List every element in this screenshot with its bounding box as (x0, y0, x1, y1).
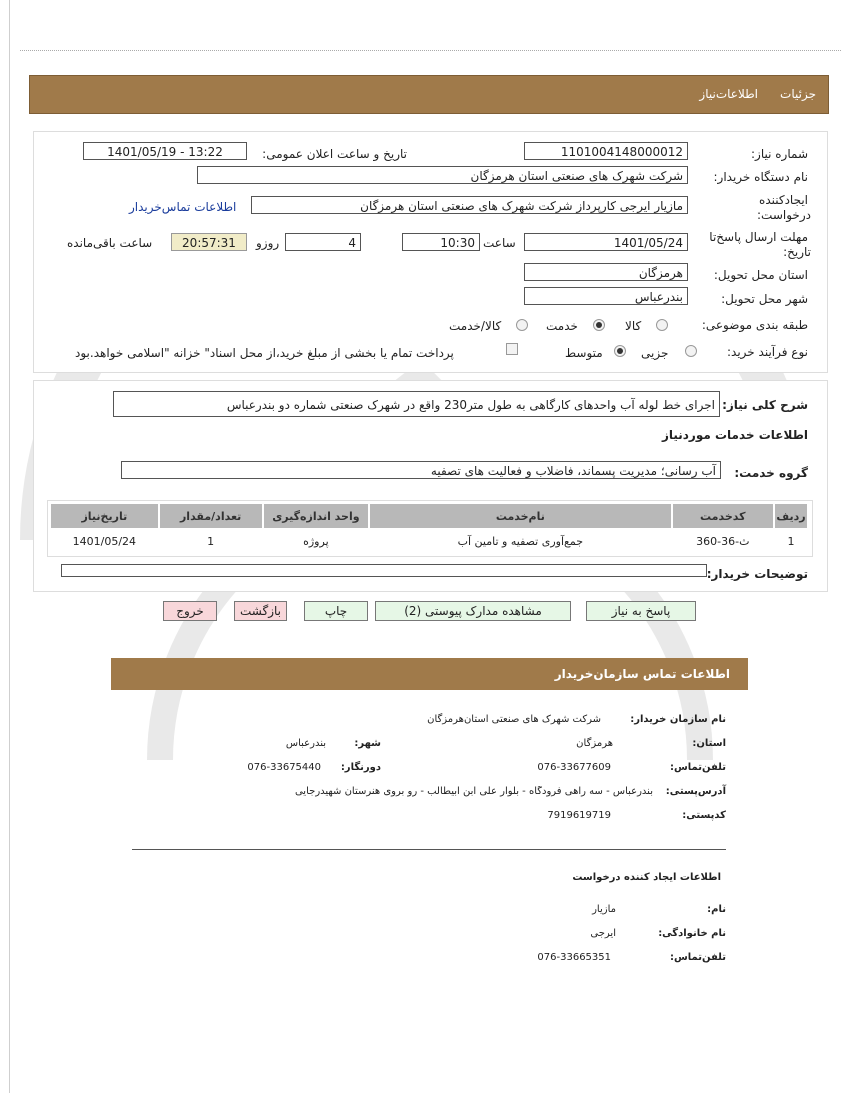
payment-checkbox[interactable] (506, 343, 518, 355)
reply-button[interactable]: پاسخ به نیاز (586, 601, 696, 621)
buyer-field: شرکت شهرک های صنعتی استان هرمزگان (197, 166, 688, 184)
top-divider (20, 50, 841, 51)
days-field: 4 (285, 233, 361, 251)
category-goods-service-radio[interactable] (516, 319, 528, 331)
category-goods-radio[interactable] (656, 319, 668, 331)
contact-postal-value: 7919619719 (547, 810, 611, 821)
deadline-time-field: 10:30 (402, 233, 480, 251)
contact-phone-label: تلفن‌تماس: (669, 762, 726, 773)
page-header (29, 75, 829, 114)
cell-need-date: 1401/05/24 (72, 534, 137, 548)
days-label: روزو (256, 236, 280, 250)
contact-title: اطلاعات تماس سازمان‌خریدار (554, 667, 730, 681)
need-number-label: شماره نیاز: (751, 147, 808, 161)
city-label: شهر محل تحویل: (721, 292, 808, 306)
deadline-label-1: مهلت ارسال پاسخ‌تا (709, 230, 808, 244)
service-table (49, 502, 809, 552)
org-label: نام سازمان خریدار: (630, 714, 726, 725)
col-unit: واحد اندازه‌گیری (263, 503, 370, 529)
contact-header (111, 658, 748, 690)
print-button[interactable]: چاپ (304, 601, 368, 621)
col-need-date: تاریخ‌نیاز (50, 503, 159, 529)
remaining-label: ساعت باقی‌مانده (67, 236, 153, 250)
buyer-notes-field (61, 564, 707, 577)
contact-fax-label: دورنگار: (340, 762, 381, 773)
cell-service-code: ث-36-360 (696, 534, 750, 548)
cell-service-name: جمع‌آوری تصفیه و تامین آب (457, 534, 584, 548)
col-service-name: نام‌خدمت (369, 503, 671, 529)
creator-name-value: مازیار (592, 904, 616, 915)
creator-label-2: درخواست: (757, 208, 811, 222)
province-field: هرمزگان (524, 263, 688, 281)
creator-name-label: نام: (707, 904, 726, 915)
summary-label: شرح کلی نیاز: (722, 398, 808, 412)
deadline-date-field: 1401/05/24 (524, 233, 688, 251)
process-partial-label: جزیی (641, 346, 669, 360)
remaining-time-field: 20:57:31 (171, 233, 247, 251)
cell-quantity: 1 (207, 534, 215, 548)
process-medium-label: متوسط (565, 346, 603, 360)
contact-address-label: آدرس‌پستی: (665, 786, 726, 797)
category-service-label: خدمت (546, 319, 578, 333)
exit-button[interactable]: خروج (163, 601, 217, 621)
buyer-contact-link[interactable]: اطلاعات تماس‌خریدار (129, 200, 237, 214)
table-header-row (50, 503, 808, 529)
creator-label-1: ایجادکننده (759, 193, 808, 207)
category-label: طبقه بندی موضوعی: (701, 318, 808, 332)
org-value: شرکت شهرک های صنعتی استان‌هرمزگان (427, 714, 601, 725)
creator-family-label: نام خانوادگی: (658, 928, 726, 939)
creator-phone-value: 076-33665351 (537, 952, 611, 963)
province-label: استان محل تحویل: (713, 268, 808, 282)
cell-row: 1 (787, 534, 795, 548)
time-label: ساعت (483, 236, 516, 250)
creator-family-value: ایرجی (590, 928, 616, 939)
col-row: ردیف (774, 503, 808, 529)
summary-field: اجرای خط لوله آب واحدهای کارگاهی به طول متر230 واقع در شهرک صنعتی شماره دو بندرعباس (113, 391, 720, 417)
deadline-label-2: تاریخ: (783, 245, 811, 259)
process-partial-radio[interactable] (685, 345, 697, 357)
process-label: نوع فرآیند خرید: (727, 345, 808, 359)
creator-phone-label: تلفن‌تماس: (669, 952, 726, 963)
contact-province-value: هرمزگان (576, 738, 613, 749)
creator-info-title: اطلاعات ایجاد کننده درخواست (572, 872, 721, 883)
table-row (50, 529, 808, 552)
tab-details[interactable]: جزئيات (780, 87, 816, 101)
contact-divider (132, 849, 726, 850)
services-title: اطلاعات خدمات موردنیاز (661, 428, 808, 442)
announce-label: تاریخ و ساعت اعلان عمومی: (262, 147, 407, 161)
creator-field: مازیار ایرجی کارپرداز شرکت شهرک های صنعتی استان هرمزگان (251, 196, 688, 214)
attachments-button[interactable]: مشاهده مدارک پیوستی (2) (375, 601, 571, 621)
category-goods-service-label: کالا/خدمت (449, 319, 502, 333)
buyer-label: نام دستگاه خریدار: (713, 170, 808, 184)
city-field: بندرعباس (524, 287, 688, 305)
process-medium-radio[interactable] (614, 345, 626, 357)
back-button[interactable]: بازگشت (234, 601, 287, 621)
col-quantity: تعداد/مقدار (159, 503, 263, 529)
buyer-notes-label: توضیحات خریدار: (706, 567, 808, 581)
col-service-code: کدخدمت (672, 503, 775, 529)
tab-need-info[interactable]: اطلاعات‌نیاز (699, 87, 758, 101)
contact-city-label: شهر: (354, 738, 381, 749)
announce-field: 1401/05/19 - 13:22 (83, 142, 247, 160)
left-border (9, 0, 10, 1093)
contact-city-value: بندرعباس (285, 738, 326, 749)
contact-phone-value: 076-33677609 (537, 762, 611, 773)
category-service-radio[interactable] (593, 319, 605, 331)
contact-address-value: بندرعباس - سه راهی فرودگاه - بلوار علی ابن ابیطالب - رو بروی هنرستان شهیدرجایی (294, 786, 653, 797)
category-goods-label: کالا (625, 319, 642, 333)
contact-fax-value: 076-33675440 (247, 762, 321, 773)
contact-postal-label: کدپستی: (682, 810, 726, 821)
service-group-field: آب رسانی؛ مدیریت پسماند، فاضلاب و فعالیت های تصفیه (121, 461, 721, 479)
service-group-label: گروه خدمت: (734, 466, 808, 480)
need-number-field: 1101004148000012 (524, 142, 688, 160)
contact-province-label: استان: (692, 738, 726, 749)
cell-unit: پروژه (303, 534, 329, 548)
payment-note: پرداخت تمام یا بخشی از مبلغ خرید،از محل اسناد" خزانه "اسلامی خواهد.بود (75, 346, 454, 360)
